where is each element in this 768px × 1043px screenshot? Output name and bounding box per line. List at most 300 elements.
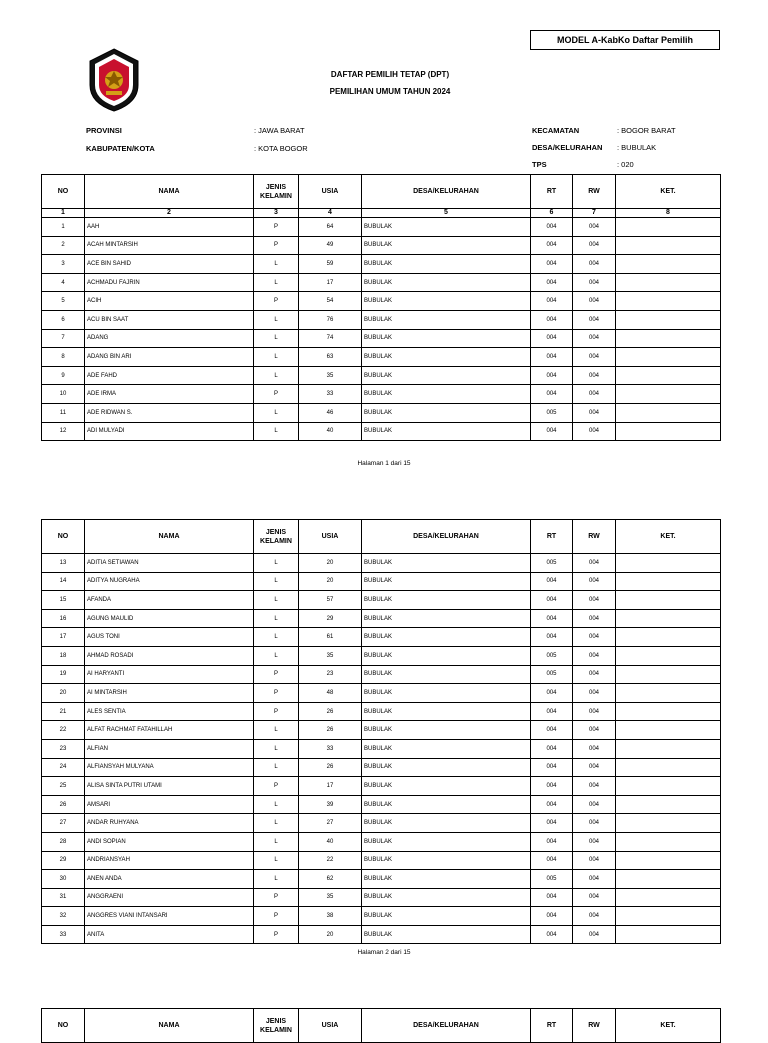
table-row (42, 366, 721, 385)
row-jenis-kelamin: L (254, 255, 299, 274)
row-usia: 64 (299, 218, 362, 237)
row-jenis-kelamin: L (254, 795, 299, 814)
row-jenis-kelamin: P (254, 218, 299, 237)
row-jenis-kelamin: L (254, 646, 299, 665)
row-nama: ADE RIDWAN S. (85, 403, 254, 422)
row-desa: BUBULAK (362, 292, 531, 311)
row-no: 30 (42, 870, 85, 889)
row-no: 28 (42, 832, 85, 851)
row-ket (616, 870, 721, 889)
col-header-desa: DESA/KELURAHAN (362, 1009, 531, 1043)
desa-value: : BUBULAK (617, 143, 657, 152)
row-nama: ANGGRAENI (85, 888, 254, 907)
table-row (42, 628, 721, 647)
row-nama: ACE BIN SAHID (85, 255, 254, 274)
col-header-rt: RT (531, 520, 573, 554)
row-usia: 40 (299, 422, 362, 441)
row-rw: 004 (573, 777, 616, 796)
row-rt: 004 (531, 348, 573, 367)
row-ket (616, 422, 721, 441)
row-desa: BUBULAK (362, 385, 531, 404)
col-header-rw: RW (573, 175, 616, 209)
row-no: 24 (42, 758, 85, 777)
row-rt: 004 (531, 739, 573, 758)
row-rt: 004 (531, 310, 573, 329)
row-ket (616, 609, 721, 628)
kecamatan-value: : BOGOR BARAT (617, 126, 676, 135)
kabupaten-value: : KOTA BOGOR (254, 144, 308, 153)
row-rw: 004 (573, 684, 616, 703)
row-jenis-kelamin: P (254, 236, 299, 255)
row-rw: 004 (573, 925, 616, 944)
row-usia: 39 (299, 795, 362, 814)
row-usia: 59 (299, 255, 362, 274)
table-row (42, 814, 721, 833)
col-header-nama: NAMA (85, 175, 254, 209)
row-jenis-kelamin: L (254, 273, 299, 292)
table-row (42, 422, 721, 441)
column-number: 2 (85, 209, 254, 218)
row-desa: BUBULAK (362, 925, 531, 944)
column-number: 3 (254, 209, 299, 218)
col-header-rw: RW (573, 520, 616, 554)
row-nama: AI HARYANTI (85, 665, 254, 684)
kecamatan-label: KECAMATAN (532, 126, 580, 135)
column-number-row (42, 209, 721, 218)
row-ket (616, 554, 721, 573)
table-row (42, 888, 721, 907)
col-header-nama: NAMA (85, 1009, 254, 1043)
row-rw: 004 (573, 572, 616, 591)
provinsi-value: : JAWA BARAT (254, 126, 305, 135)
row-no: 26 (42, 795, 85, 814)
row-rw: 004 (573, 236, 616, 255)
row-no: 12 (42, 422, 85, 441)
row-nama: ADANG (85, 329, 254, 348)
row-desa: BUBULAK (362, 366, 531, 385)
row-rt: 005 (531, 870, 573, 889)
row-ket (616, 255, 721, 274)
row-ket (616, 851, 721, 870)
row-rw: 004 (573, 832, 616, 851)
row-ket (616, 925, 721, 944)
table-row (42, 310, 721, 329)
row-nama: ADE IRMA (85, 385, 254, 404)
col-header-jenis-kelamin: JENIS KELAMIN (254, 520, 299, 554)
row-rt: 004 (531, 925, 573, 944)
col-header-desa: DESA/KELURAHAN (362, 175, 531, 209)
row-no: 23 (42, 739, 85, 758)
voter-table-page-2 (41, 519, 721, 944)
row-ket (616, 702, 721, 721)
row-nama: ANDI SOPIAN (85, 832, 254, 851)
row-rw: 004 (573, 814, 616, 833)
row-nama: AAH (85, 218, 254, 237)
row-usia: 26 (299, 721, 362, 740)
row-rw: 004 (573, 329, 616, 348)
row-usia: 17 (299, 273, 362, 292)
table-row (42, 218, 721, 237)
row-rw: 004 (573, 721, 616, 740)
row-ket (616, 907, 721, 926)
row-rt: 004 (531, 721, 573, 740)
row-rw: 004 (573, 310, 616, 329)
row-no: 25 (42, 777, 85, 796)
col-header-rw: RW (573, 1009, 616, 1043)
row-jenis-kelamin: P (254, 907, 299, 926)
row-usia: 23 (299, 665, 362, 684)
col-header-jenis-kelamin: JENIS KELAMIN (254, 175, 299, 209)
table-row (42, 273, 721, 292)
col-header-usia: USIA (299, 1009, 362, 1043)
row-ket (616, 273, 721, 292)
row-nama: ADITIA SETIAWAN (85, 554, 254, 573)
table-row (42, 739, 721, 758)
row-no: 3 (42, 255, 85, 274)
row-no: 20 (42, 684, 85, 703)
row-jenis-kelamin: L (254, 814, 299, 833)
row-jenis-kelamin: L (254, 329, 299, 348)
table-row (42, 348, 721, 367)
row-usia: 20 (299, 925, 362, 944)
row-rw: 004 (573, 348, 616, 367)
desa-label: DESA/KELURAHAN (532, 143, 603, 152)
row-rt: 004 (531, 758, 573, 777)
row-rw: 004 (573, 870, 616, 889)
row-rw: 004 (573, 907, 616, 926)
row-nama: ANDAR RUHYANA (85, 814, 254, 833)
table-row (42, 646, 721, 665)
row-desa: BUBULAK (362, 236, 531, 255)
table-row (42, 255, 721, 274)
row-rw: 004 (573, 591, 616, 610)
row-usia: 35 (299, 366, 362, 385)
row-ket (616, 665, 721, 684)
row-nama: ACU BIN SAAT (85, 310, 254, 329)
row-jenis-kelamin: P (254, 777, 299, 796)
row-rw: 004 (573, 385, 616, 404)
row-rw: 004 (573, 795, 616, 814)
table-row (42, 572, 721, 591)
table-row (42, 591, 721, 610)
column-number: 8 (616, 209, 721, 218)
col-header-usia: USIA (299, 175, 362, 209)
row-rt: 004 (531, 255, 573, 274)
row-no: 21 (42, 702, 85, 721)
row-nama: ADANG BIN ARI (85, 348, 254, 367)
row-desa: BUBULAK (362, 218, 531, 237)
row-rt: 004 (531, 591, 573, 610)
row-usia: 29 (299, 609, 362, 628)
col-header-no: NO (42, 175, 85, 209)
row-usia: 33 (299, 739, 362, 758)
row-jenis-kelamin: P (254, 684, 299, 703)
tps-value: : 020 (617, 160, 634, 169)
table-row (42, 554, 721, 573)
row-no: 2 (42, 236, 85, 255)
row-ket (616, 385, 721, 404)
row-rw: 004 (573, 403, 616, 422)
voter-table-page-3 (41, 1008, 721, 1043)
row-desa: BUBULAK (362, 832, 531, 851)
row-rw: 004 (573, 292, 616, 311)
row-no: 13 (42, 554, 85, 573)
row-usia: 74 (299, 329, 362, 348)
row-rt: 004 (531, 385, 573, 404)
col-header-ket: KET. (616, 175, 721, 209)
row-desa: BUBULAK (362, 814, 531, 833)
row-rw: 004 (573, 646, 616, 665)
row-nama: AFANDA (85, 591, 254, 610)
row-ket (616, 832, 721, 851)
kpu-logo (84, 45, 144, 113)
row-ket (616, 292, 721, 311)
col-header-no: NO (42, 520, 85, 554)
row-desa: BUBULAK (362, 348, 531, 367)
row-jenis-kelamin: L (254, 403, 299, 422)
column-number: 7 (573, 209, 616, 218)
row-rt: 004 (531, 329, 573, 348)
row-desa: BUBULAK (362, 665, 531, 684)
row-nama: AGUS TONI (85, 628, 254, 647)
row-no: 32 (42, 907, 85, 926)
row-rt: 004 (531, 273, 573, 292)
row-rt: 004 (531, 702, 573, 721)
row-nama: ALES SENTIA (85, 702, 254, 721)
provinsi-label: PROVINSI (86, 126, 122, 135)
col-header-ket: KET. (616, 520, 721, 554)
row-nama: ADITYA NUGRAHA (85, 572, 254, 591)
table-row (42, 702, 721, 721)
row-desa: BUBULAK (362, 403, 531, 422)
row-jenis-kelamin: L (254, 739, 299, 758)
page-label: Halaman 1 dari 15 (357, 460, 411, 467)
row-rt: 004 (531, 684, 573, 703)
row-jenis-kelamin: L (254, 310, 299, 329)
row-jenis-kelamin: P (254, 925, 299, 944)
table-row (42, 758, 721, 777)
column-number: 4 (299, 209, 362, 218)
row-rt: 004 (531, 832, 573, 851)
row-rt: 004 (531, 218, 573, 237)
row-no: 9 (42, 366, 85, 385)
row-no: 15 (42, 591, 85, 610)
row-nama: ALFIANSYAH MULYANA (85, 758, 254, 777)
row-ket (616, 310, 721, 329)
row-rt: 004 (531, 236, 573, 255)
row-rt: 004 (531, 292, 573, 311)
col-header-desa: DESA/KELURAHAN (362, 520, 531, 554)
table-header-row (42, 520, 721, 554)
row-usia: 20 (299, 572, 362, 591)
row-rw: 004 (573, 366, 616, 385)
row-jenis-kelamin: L (254, 422, 299, 441)
col-header-rt: RT (531, 1009, 573, 1043)
row-usia: 33 (299, 385, 362, 404)
row-no: 14 (42, 572, 85, 591)
table-body (42, 554, 721, 944)
row-nama: ALFIAN (85, 739, 254, 758)
row-nama: ANGGRES VIANI INTANSARI (85, 907, 254, 926)
row-no: 8 (42, 348, 85, 367)
row-rw: 004 (573, 628, 616, 647)
row-desa: BUBULAK (362, 795, 531, 814)
row-desa: BUBULAK (362, 255, 531, 274)
row-desa: BUBULAK (362, 777, 531, 796)
row-desa: BUBULAK (362, 609, 531, 628)
row-ket (616, 591, 721, 610)
table-row (42, 777, 721, 796)
table-row (42, 403, 721, 422)
row-usia: 26 (299, 702, 362, 721)
row-jenis-kelamin: L (254, 758, 299, 777)
row-ket (616, 795, 721, 814)
row-ket (616, 329, 721, 348)
column-number: 6 (531, 209, 573, 218)
row-jenis-kelamin: P (254, 888, 299, 907)
row-no: 6 (42, 310, 85, 329)
row-jenis-kelamin: L (254, 832, 299, 851)
row-desa: BUBULAK (362, 739, 531, 758)
table-body (42, 218, 721, 441)
row-no: 31 (42, 888, 85, 907)
col-header-ket: KET. (616, 1009, 721, 1043)
row-usia: 46 (299, 403, 362, 422)
row-desa: BUBULAK (362, 628, 531, 647)
row-jenis-kelamin: L (254, 609, 299, 628)
col-header-jenis-kelamin: JENIS KELAMIN (254, 1009, 299, 1043)
table-row (42, 385, 721, 404)
row-jenis-kelamin: L (254, 628, 299, 647)
row-ket (616, 739, 721, 758)
row-rw: 004 (573, 851, 616, 870)
row-nama: AHMAD ROSADI (85, 646, 254, 665)
row-desa: BUBULAK (362, 888, 531, 907)
row-ket (616, 646, 721, 665)
model-label: MODEL A-KabKo Daftar Pemilih (530, 30, 720, 50)
row-no: 5 (42, 292, 85, 311)
table-row (42, 795, 721, 814)
row-desa: BUBULAK (362, 646, 531, 665)
row-usia: 38 (299, 907, 362, 926)
row-desa: BUBULAK (362, 554, 531, 573)
row-no: 27 (42, 814, 85, 833)
row-rt: 005 (531, 665, 573, 684)
row-jenis-kelamin: L (254, 851, 299, 870)
row-ket (616, 777, 721, 796)
table-row (42, 907, 721, 926)
row-rt: 005 (531, 554, 573, 573)
column-number: 5 (362, 209, 531, 218)
row-rt: 004 (531, 888, 573, 907)
row-jenis-kelamin: L (254, 870, 299, 889)
row-nama: ANDRIANSYAH (85, 851, 254, 870)
row-ket (616, 684, 721, 703)
row-desa: BUBULAK (362, 422, 531, 441)
row-desa: BUBULAK (362, 758, 531, 777)
row-rt: 005 (531, 403, 573, 422)
row-rt: 004 (531, 795, 573, 814)
table-row (42, 665, 721, 684)
table-row (42, 609, 721, 628)
row-no: 19 (42, 665, 85, 684)
table-row (42, 329, 721, 348)
col-header-rt: RT (531, 175, 573, 209)
row-desa: BUBULAK (362, 684, 531, 703)
table-row (42, 851, 721, 870)
row-rt: 004 (531, 366, 573, 385)
row-ket (616, 236, 721, 255)
row-no: 33 (42, 925, 85, 944)
row-rw: 004 (573, 609, 616, 628)
table-row (42, 925, 721, 944)
row-rt: 004 (531, 628, 573, 647)
row-no: 1 (42, 218, 85, 237)
row-nama: ANITA (85, 925, 254, 944)
row-usia: 27 (299, 814, 362, 833)
row-ket (616, 572, 721, 591)
row-usia: 40 (299, 832, 362, 851)
row-rw: 004 (573, 218, 616, 237)
row-ket (616, 366, 721, 385)
row-usia: 35 (299, 646, 362, 665)
row-jenis-kelamin: P (254, 702, 299, 721)
row-nama: AI MINTARSIH (85, 684, 254, 703)
row-rw: 004 (573, 739, 616, 758)
row-ket (616, 888, 721, 907)
row-usia: 48 (299, 684, 362, 703)
col-header-nama: NAMA (85, 520, 254, 554)
row-nama: ACIH (85, 292, 254, 311)
row-ket (616, 218, 721, 237)
document-subtitle: PEMILIHAN UMUM TAHUN 2024 (329, 87, 451, 96)
row-usia: 22 (299, 851, 362, 870)
row-jenis-kelamin: L (254, 554, 299, 573)
row-usia: 61 (299, 628, 362, 647)
table-row (42, 292, 721, 311)
row-ket (616, 721, 721, 740)
row-jenis-kelamin: P (254, 292, 299, 311)
row-nama: AMSARI (85, 795, 254, 814)
row-usia: 20 (299, 554, 362, 573)
row-no: 22 (42, 721, 85, 740)
row-ket (616, 628, 721, 647)
page-label: Halaman 2 dari 15 (357, 949, 411, 956)
row-rw: 004 (573, 255, 616, 274)
row-jenis-kelamin: L (254, 348, 299, 367)
row-usia: 49 (299, 236, 362, 255)
row-no: 29 (42, 851, 85, 870)
table-header-row (42, 1009, 721, 1043)
row-ket (616, 403, 721, 422)
row-rw: 004 (573, 422, 616, 441)
row-no: 7 (42, 329, 85, 348)
row-rt: 004 (531, 851, 573, 870)
row-nama: ANEN ANDA (85, 870, 254, 889)
row-rw: 004 (573, 273, 616, 292)
row-desa: BUBULAK (362, 310, 531, 329)
row-rt: 004 (531, 907, 573, 926)
table-row (42, 870, 721, 889)
row-no: 18 (42, 646, 85, 665)
row-jenis-kelamin: P (254, 665, 299, 684)
row-usia: 17 (299, 777, 362, 796)
row-no: 17 (42, 628, 85, 647)
row-no: 4 (42, 273, 85, 292)
row-rt: 004 (531, 609, 573, 628)
row-no: 16 (42, 609, 85, 628)
row-no: 10 (42, 385, 85, 404)
